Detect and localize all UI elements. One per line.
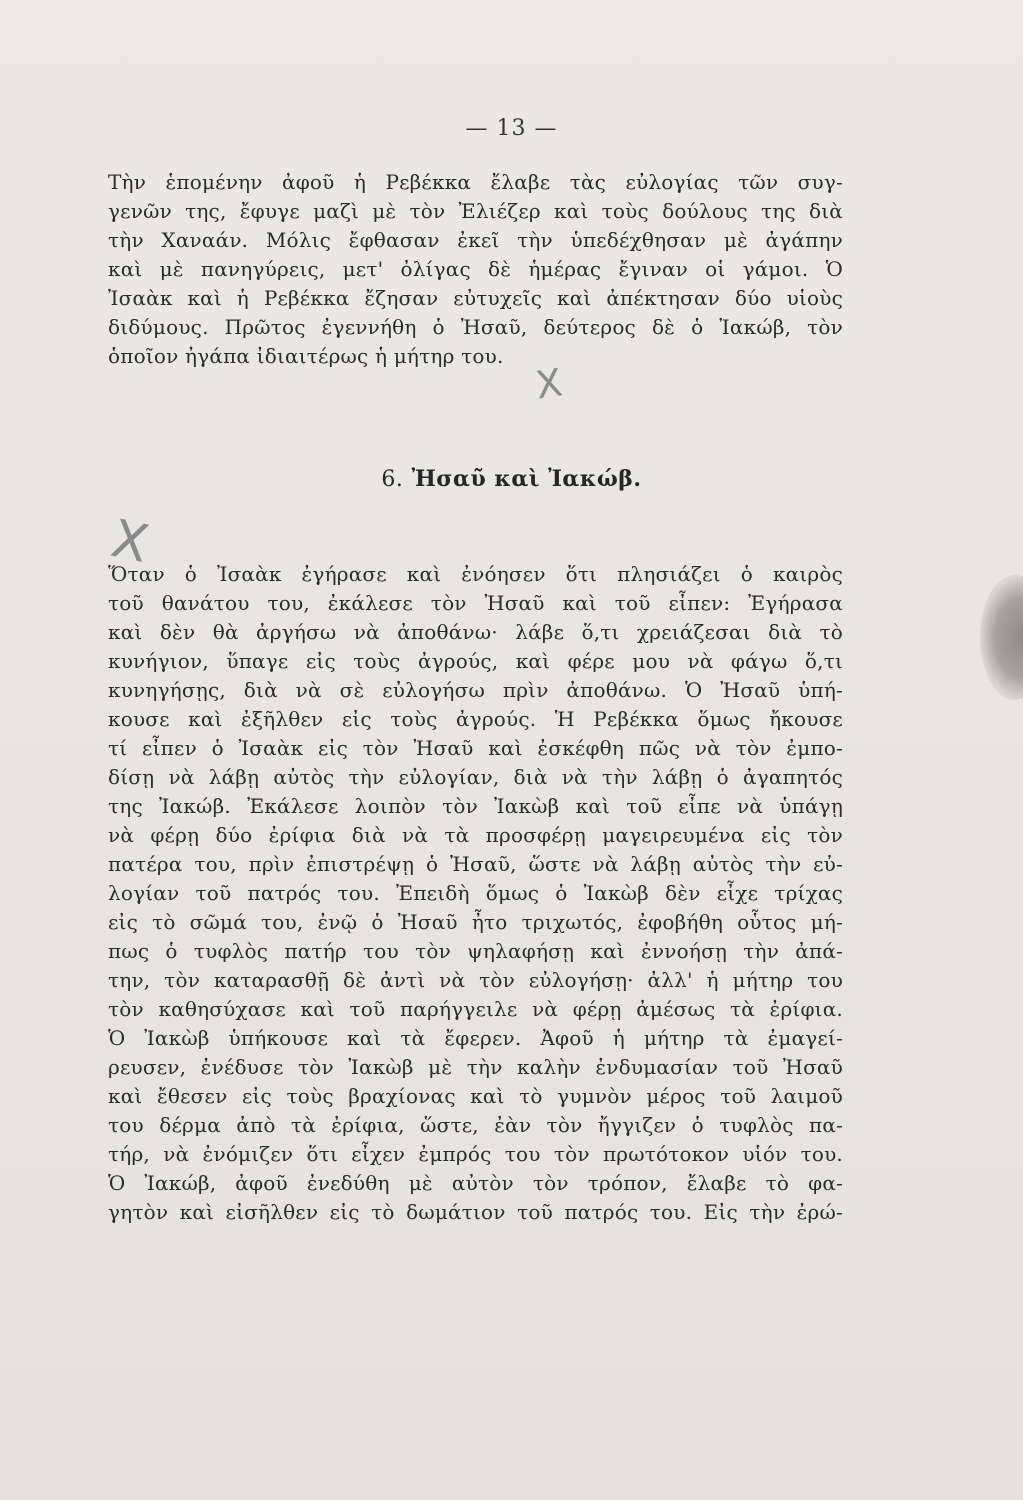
text-line: Τὴν ἑπομένην ἀφοῦ ἡ Ρεβέκκα ἔλαβε τὰς εὐλογίας τῶν συγ- bbox=[108, 170, 843, 194]
text-line: νὰ φέρῃ δύο ἐρίφια διὰ νὰ τὰ προσφέρῃ μαγειρευμένα εἰς τὸν bbox=[108, 823, 843, 847]
text-line: δίσῃ νὰ λάβῃ αὐτὸς τὴν εὐλογίαν, διὰ νὰ τὴν λάβῃ ὁ ἀγαπητός bbox=[108, 765, 843, 789]
text-line: καὶ δὲν θὰ ἀργήσω νὰ ἀποθάνω· λάβε ὅ,τι χρειάζεσαι διὰ τὸ bbox=[108, 620, 843, 644]
text-line: Ὁ Ἰακὼβ ὑπήκουσε καὶ τὰ ἔφερεν. Ἀφοῦ ἡ μήτηρ τὰ ἐμαγεί- bbox=[108, 1026, 843, 1050]
paragraph-intro bbox=[108, 168, 843, 371]
text-line: καὶ μὲ πανηγύρεις, μετ' ὀλίγας δὲ ἡμέρας ἔγιναν οἱ γάμοι. Ὁ bbox=[108, 257, 843, 281]
section-number: 6. bbox=[381, 467, 404, 492]
ink-stain bbox=[980, 575, 1023, 700]
text-line: τὴν Χαναάν. Μόλις ἔφθασαν ἐκεῖ τὴν ὑπεδέχθησαν μὲ ἀγάπην bbox=[108, 228, 843, 252]
text-line: πατέρα του, πρὶν ἐπιστρέψῃ ὁ Ἠσαῦ, ὥστε νὰ λάβῃ αὐτὸς τὴν εὐ- bbox=[108, 852, 843, 876]
text-line: τὸν καθησύχασε καὶ τοῦ παρήγγειλε νὰ φέρῃ ἀμέσως τὰ ἐρίφια. bbox=[108, 997, 843, 1021]
section-title: Ἠσαῦ καὶ Ἰακώβ. bbox=[411, 466, 642, 492]
text-line: την, τὸν καταρασθῇ δὲ ἀντὶ νὰ τὸν εὐλογήσῃ· ἀλλ' ἡ μήτηρ του bbox=[108, 968, 843, 992]
text-line: Ἰσαὰκ καὶ ἡ Ρεβέκκα ἔζησαν εὐτυχεῖς καὶ ἀπέκτησαν δύο υἱοὺς bbox=[108, 286, 843, 310]
page-number: — 13 — bbox=[465, 116, 558, 141]
text-line: γητὸν καὶ εἰσῆλθεν εἰς τὸ δωμάτιον τοῦ πατρός του. Εἰς τὴν ἐρώ- bbox=[108, 1200, 843, 1224]
text-line: τί εἶπεν ὁ Ἰσαὰκ εἰς τὸν Ἠσαῦ καὶ ἐσκέφθη πῶς νὰ τὸν ἐμπο- bbox=[108, 736, 843, 760]
text-line: τοῦ θανάτου του, ἐκάλεσε τὸν Ἠσαῦ καὶ τοῦ εἶπεν: Ἐγήρασα bbox=[108, 591, 843, 615]
text-line: του δέρμα ἀπὸ τὰ ἐρίφια, ὥστε, ἐὰν τὸν ἤγγιζεν ὁ τυφλὸς πα- bbox=[108, 1113, 843, 1137]
text-line: κυνηγήσῃς, διὰ νὰ σὲ εὐλογήσω πρὶν ἀποθάνω. Ὁ Ἠσαῦ ὑπή- bbox=[108, 678, 843, 702]
text-line: ρευσεν, ἐνέδυσε τὸν Ἰακὼβ μὲ τὴν καλὴν ἐνδυμασίαν τοῦ Ἠσαῦ bbox=[108, 1055, 843, 1079]
text-line: Ὅταν ὁ Ἰσαὰκ ἐγήρασε καὶ ἐνόησεν ὅτι πλησιάζει ὁ καιρὸς bbox=[108, 562, 843, 586]
text-line: Ὁ Ἰακώβ, ἀφοῦ ἐνεδύθη μὲ αὐτὸν τὸν τρόπον, ἔλαβε τὸ φα- bbox=[108, 1171, 843, 1195]
text-line: κυνήγιον, ὕπαγε εἰς τοὺς ἀγρούς, καὶ φέρε μου νὰ φάγω ὅ,τι bbox=[108, 649, 843, 673]
text-line: διδύμους. Πρῶτος ἐγεννήθη ὁ Ἠσαῦ, δεύτερος δὲ ὁ Ἰακώβ, τὸν bbox=[108, 315, 843, 339]
text-line: της Ἰακώβ. Ἐκάλεσε λοιπὸν τὸν Ἰακὼβ καὶ τοῦ εἶπε νὰ ὑπάγῃ bbox=[108, 794, 843, 818]
paragraph-story bbox=[108, 560, 843, 1227]
pencil-x-mark: X bbox=[106, 508, 154, 576]
pencil-x-mark: X bbox=[533, 360, 565, 408]
text-line: εἰς τὸ σῶμά του, ἐνῷ ὁ Ἠσαῦ ἦτο τριχωτός, ἐφοβήθη οὗτος μή- bbox=[108, 910, 843, 934]
text-line: πως ὁ τυφλὸς πατήρ του τὸν ψηλαφήσῃ καὶ ἐννοήσῃ τὴν ἀπά- bbox=[108, 939, 843, 963]
text-line: λογίαν τοῦ πατρός του. Ἐπειδὴ ὅμως ὁ Ἰακὼβ δὲν εἶχε τρίχας bbox=[108, 881, 843, 905]
text-line: τήρ, νὰ ἐνόμιζεν ὅτι εἶχεν ἐμπρός του τὸν πρωτότοκον υἱόν του. bbox=[108, 1142, 843, 1166]
text-line: γενῶν της, ἔφυγε μαζὶ μὲ τὸν Ἐλιέζερ καὶ τοὺς δούλους της διὰ bbox=[108, 199, 843, 223]
text-line: κουσε καὶ ἐξῆλθεν εἰς τοὺς ἀγρούς. Ἡ Ρεβέκκα ὅμως ἤκουσε bbox=[108, 707, 843, 731]
text-line: ὁποῖον ἠγάπα ἰδιαιτέρως ἡ μήτηρ του. bbox=[108, 344, 504, 368]
text-line: καὶ ἔθεσεν εἰς τοὺς βραχίονας καὶ τὸ γυμνὸν μέρος τοῦ λαιμοῦ bbox=[108, 1084, 843, 1108]
section-heading bbox=[0, 466, 1023, 492]
